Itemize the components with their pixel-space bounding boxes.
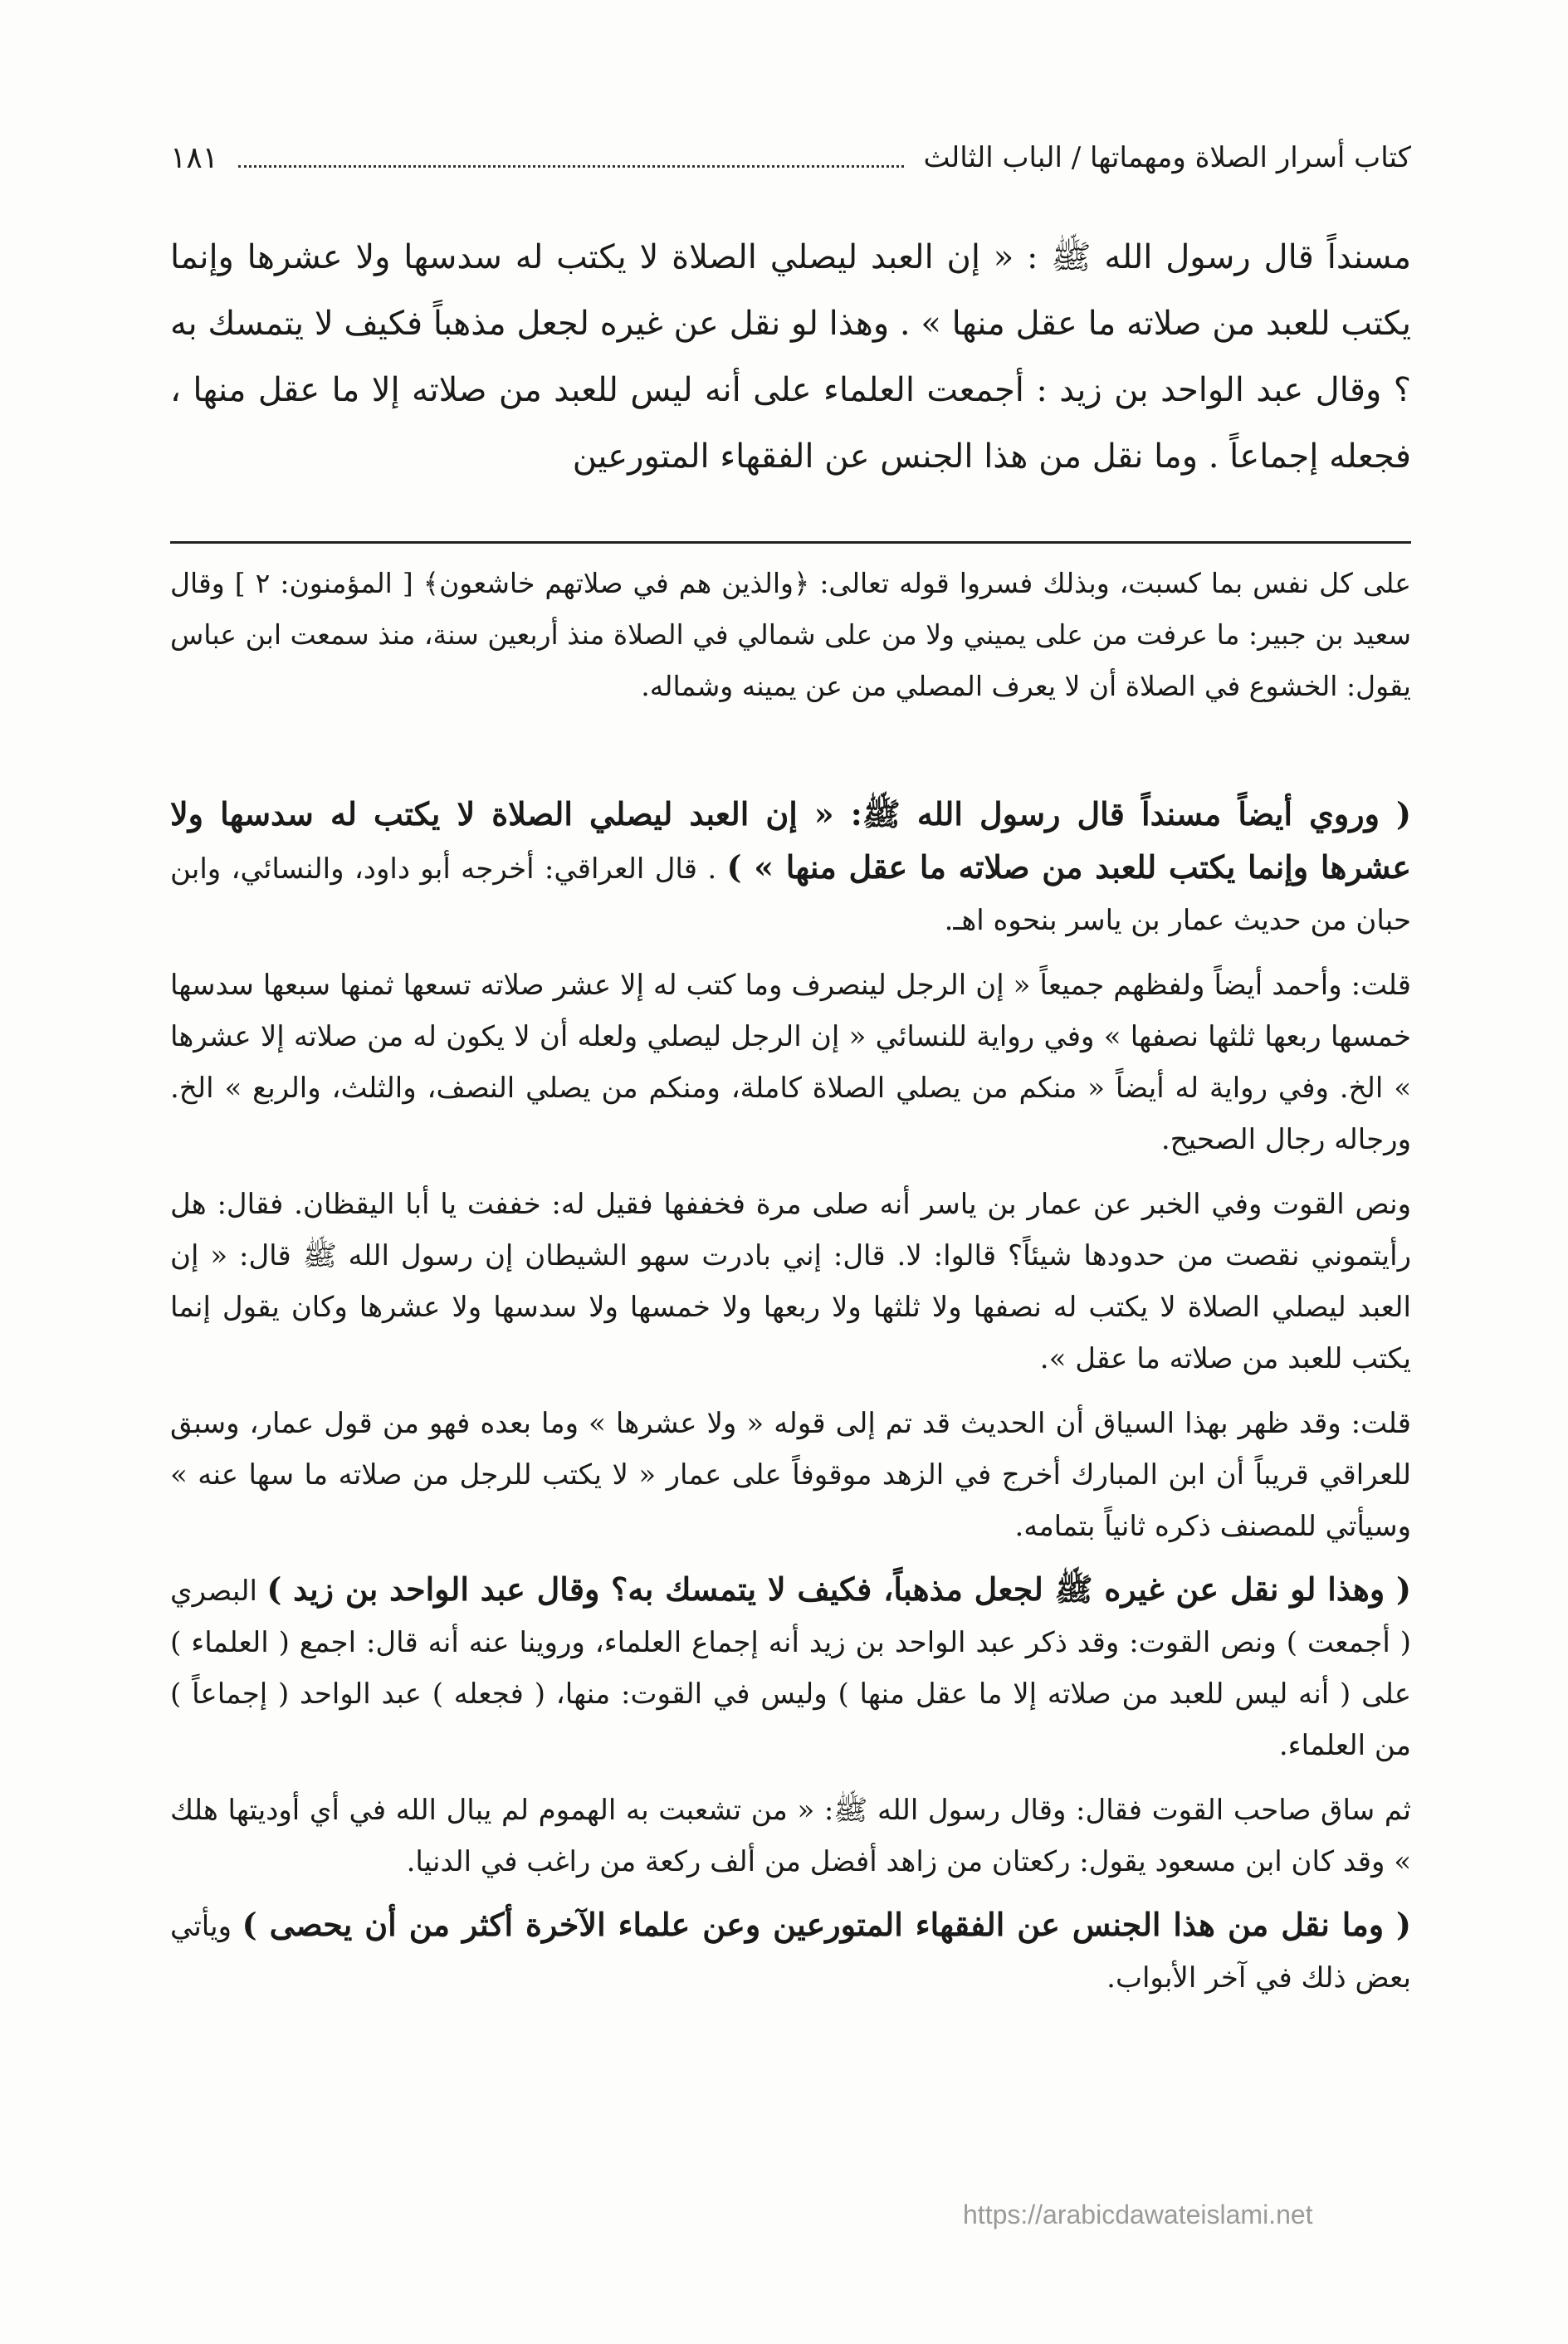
commentary-paragraph: على كل نفس بما كسبت، وبذلك فسروا قوله تعالى: ﴿والذين هم في صلاتهم خاشعون﴾ [ المؤمنون: ٢ ] وقال سعيد بن جبير: ما عرفت من على يميني ولا من على شمالي في الصلاة منذ أربعين سنة، منذ سمعت ابن عباس يقول: الخشوع في الصلاة أن لا يعرف المصلي من عن يمينه وشماله. bbox=[170, 567, 1411, 702]
header-dot-leader bbox=[238, 165, 904, 168]
section-paragraph bbox=[170, 1396, 1411, 1552]
section-paragraph bbox=[170, 1899, 1411, 2004]
section-paragraph bbox=[170, 1783, 1411, 1887]
commentary-text: البصري ( أجمعت ) ونص القوت: وقد ذكر عبد الواحد بن زيد أنه إجماع العلماء، وروينا عنه أنه قال: اجمع ( العلماء ) على ( أنه ليس للعبد من صلاته إلا ما عقل منها ) وليس في القوت: منها، ( فجعله ) عبد الواحد ( إجماعاً ) من العلماء. bbox=[170, 1575, 1411, 1762]
commentary-body bbox=[170, 789, 1411, 2015]
commentary-text: ويأتي بعض ذلك في آخر الأبواب. bbox=[170, 1910, 1411, 1995]
section-paragraph bbox=[170, 789, 1411, 946]
main-text-paragraph: مسنداً قال رسول الله ﷺ : « إن العبد ليصلي الصلاة لا يكتب له سدسها ولا عشرها وإنما يكتب للعبد من صلاته ما عقل منها » . وهذا لو نقل عن غيره لجعل مذهباً فكيف لا يتمسك به ؟ وقال عبد الواحد بن زيد : أجمعت العلماء على أنه ليس للعبد من صلاته إلا ما عقل منها ، فجعله إجماعاً . وما نقل من هذا الجنس عن الفقهاء المتورعين bbox=[170, 238, 1411, 476]
running-header bbox=[170, 133, 1411, 183]
separator-rule bbox=[170, 541, 1411, 544]
book-page bbox=[170, 0, 1411, 2344]
commentary-text: ثم ساق صاحب القوت فقال: وقال رسول الله ﷺ: « من تشعبت به الهموم لم يبال الله في أي أوديتها هلك » وقد كان ابن مسعود يقول: ركعتان من زاهد أفضل من ألف ركعة من راغب في الدنيا. bbox=[170, 1794, 1411, 1878]
commentary-text: ونص القوت وفي الخبر عن عمار بن ياسر أنه صلى مرة فخففها فقيل له: خففت يا أبا اليقظان. فقال: هل رأيتموني نقصت من حدودها شيئاً؟ قالوا: لا. قال: إني بادرت سهو الشيطان إن رسول الله ﷺ قال: « إن العبد ليصلي الصلاة لا يكتب له نصفها ولا ثلثها ولا ربعها ولا خمسها ولا سدسها ولا عشرها وكان يقول إنما يكتب للعبد من صلاته ما عقل ». bbox=[170, 1188, 1411, 1375]
watermark-url: https://arabicdawateislami.net bbox=[963, 2200, 1313, 2229]
section-paragraph bbox=[170, 1564, 1411, 1771]
quoted-text: ( وهذا لو نقل عن غيره ﷺ لجعل مذهباً، فكيف لا يتمسك به؟ وقال عبد الواحد بن زيد ) bbox=[266, 1570, 1411, 1608]
quoted-text: ( وروي أيضاً مسنداً قال رسول الله ﷺ: « إن العبد ليصلي الصلاة لا يكتب له سدسها ولا عشرها وإنما يكتب للعبد من صلاته ما عقل منها » ) bbox=[170, 795, 1411, 886]
quoted-text: ( وما نقل من هذا الجنس عن الفقهاء المتورعين وعن علماء الآخرة أكثر من أن يحصى ) bbox=[242, 1906, 1411, 1943]
page-number: ١٨١ bbox=[170, 140, 219, 175]
section-paragraph bbox=[170, 1177, 1411, 1384]
commentary-text: قلت: وأحمد أيضاً ولفظهم جميعاً « إن الرجل لينصرف وما كتب له إلا عشر صلاته تسعها ثمنها سبعها سدسها خمسها ربعها ثلثها نصفها » وفي رواية للنسائي « إن الرجل ليصلي ولعله أن لا يكون له من صلاته إلا عشرها » الخ. وفي رواية له أيضاً « منكم من يصلي الصلاة كاملة، ومنكم من يصلي النصف، والثلث، والربع » الخ. ورجاله رجال الصحيح. bbox=[170, 969, 1412, 1156]
chapter-title: كتاب أسرار الصلاة ومهماتها / الباب الثالث bbox=[923, 141, 1411, 174]
section-paragraph bbox=[170, 958, 1411, 1165]
commentary-text: قلت: وقد ظهر بهذا السياق أن الحديث قد تم إلى قوله « ولا عشرها » وما بعده فهو من قول عمار، وسبق للعراقي قريباً أن ابن المبارك أخرج في الزهد موقوفاً على عمار « لا يكتب للرجل من صلاته ما سها عنه » وسيأتي للمصنف ذكره ثانياً بتمامه. bbox=[170, 1407, 1411, 1543]
commentary-text: . قال العراقي: أخرجه أبو داود، والنسائي، وابن حبان من حديث عمار بن ياسر بنحوه اهـ. bbox=[170, 852, 1411, 937]
